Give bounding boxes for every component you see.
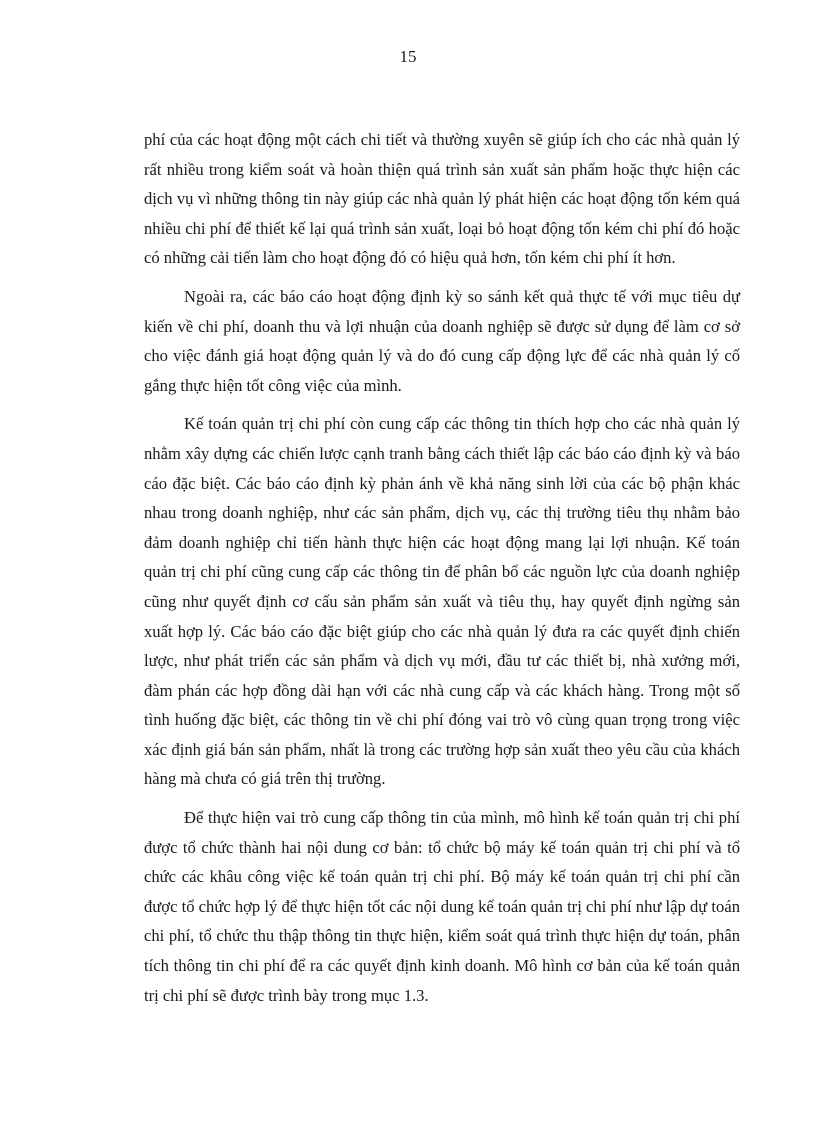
body-text <box>144 125 740 1019</box>
paragraph-2: Ngoài ra, các báo cáo hoạt động định kỳ so sánh kết quả thực tế với mục tiêu dự kiến về chi phí, doanh thu và lợi nhuận của doanh nghiệp sẽ được sử dụng để làm cơ sở cho việc đánh giá hoạt động quản lý và do đó cung cấp động lực để các nhà quản lý cố gắng thực hiện tốt công việc của mình. <box>144 286 740 395</box>
paragraph-1: phí của các hoạt động một cách chi tiết và thường xuyên sẽ giúp ích cho các nhà quản lý rất nhiều trong kiểm soát và hoàn thiện quá trình sản xuất sản phẩm hoặc thực hiện các dịch vụ vì những thông tin này giúp các nhà quản lý phát hiện các hoạt động tốn kém quá nhiều chi phí để thiết kế lại quá trình sản xuất, loại bỏ hoạt động tốn kém chi phí đó hoặc có những cải tiến làm cho hoạt động đó có hiệu quả hơn, tốn kém chi phí ít hơn. <box>144 130 740 268</box>
paragraph-4: Để thực hiện vai trò cung cấp thông tin của mình, mô hình kế toán quản trị chi phí được tổ chức thành hai nội dung cơ bản: tổ chức bộ máy kế toán quản trị chi phí và tổ chức các khâu công việc kế toán quản trị chi phí. Bộ máy kế toán quản trị chi phí cần được tổ chức hợp lý để thực hiện tốt các nội dung kế toán quản trị chi phí như lập dự toán chi phí, tổ chức thu thập thông tin thực hiện, kiểm soát quá trình thực hiện dự toán, phân tích thông tin chi phí để ra các quyết định kinh doanh. Mô hình cơ bản của kế toán quản trị chi phí sẽ được trình bày trong mục 1.3. <box>144 808 740 1005</box>
page-number: 15 <box>399 47 417 66</box>
paragraph-3: Kế toán quản trị chi phí còn cung cấp các thông tin thích hợp cho các nhà quản lý nhằm xây dựng các chiến lược cạnh tranh bằng cách thiết lập các báo cáo định kỳ và báo cáo đặc biệt. Các báo cáo định kỳ phản ánh về khả năng sinh lời của các bộ phận khác nhau trong doanh nghiệp, như các sản phẩm, dịch vụ, các thị trường tiêu thụ nhằm bảo đảm doanh nghiệp chỉ tiến hành thực hiện các hoạt động mang lại lợi nhuận. Kế toán quản trị chi phí cũng cung cấp các thông tin để phân bổ các nguồn lực của doanh nghiệp cũng như quyết định cơ cấu sản phẩm sản xuất và tiêu thụ, hay quyết định ngừng sản xuất hợp lý. Các báo cáo đặc biệt giúp cho các nhà quản lý đưa ra các quyết định chiến lược, như phát triển các sản phẩm và dịch vụ mới, đầu tư các thiết bị, nhà xưởng mới, đàm phán các hợp đồng dài hạn với các nhà cung cấp và các khách hàng. Trong một số tình huống đặc biệt, các thông tin về chi phí đóng vai trò vô cùng quan trọng trong việc xác định giá bán sản phẩm, nhất là trong các trường hợp sản xuất theo yêu cầu của khách hàng mà chưa có giá trên thị trường. <box>144 414 740 789</box>
